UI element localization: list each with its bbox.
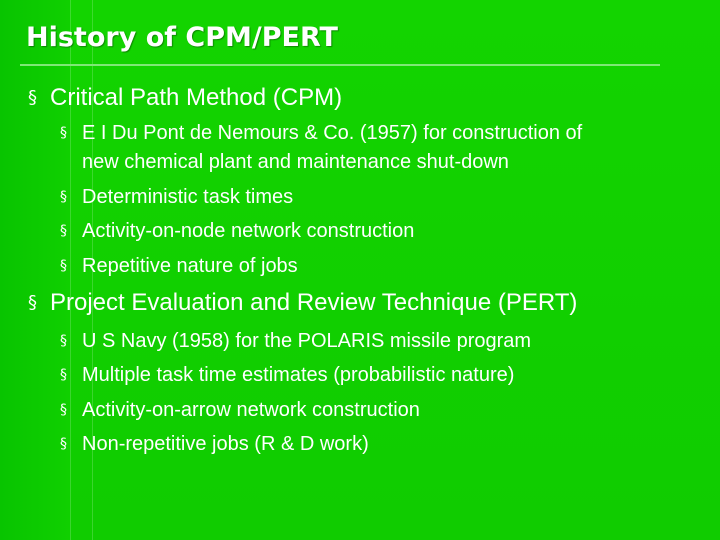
list-item-text: U S Navy (1958) for the POLARIS missile program xyxy=(82,330,532,352)
bullet-icon: § xyxy=(60,125,67,141)
list-item xyxy=(60,182,293,212)
list-item xyxy=(60,118,582,148)
title-underline xyxy=(20,64,660,66)
list-item xyxy=(60,360,514,390)
list-item-continuation: new chemical plant and maintenance shut-down xyxy=(82,151,509,173)
section-heading-pert xyxy=(28,289,577,317)
section-heading-text: Critical Path Method (CPM) xyxy=(50,84,343,111)
bullet-icon: § xyxy=(60,258,67,274)
bullet-icon: § xyxy=(28,292,37,313)
list-item-text: Non-repetitive jobs (R & D work) xyxy=(82,433,369,455)
list-item-text: Multiple task time estimates (probabilistic nature) xyxy=(82,364,515,386)
list-item-text: Repetitive nature of jobs xyxy=(82,255,298,277)
list-item xyxy=(60,216,414,246)
list-item-text: Activity-on-node network construction xyxy=(82,220,415,242)
list-item xyxy=(60,429,369,459)
list-item-text: Deterministic task times xyxy=(82,186,294,208)
list-item xyxy=(60,251,298,281)
bullet-icon: § xyxy=(60,189,67,205)
bullet-icon: § xyxy=(28,87,37,108)
list-item xyxy=(60,326,531,356)
bullet-icon: § xyxy=(60,436,67,452)
bullet-icon: § xyxy=(60,223,67,239)
list-item-text: E I Du Pont de Nemours & Co. (1957) for construction of xyxy=(82,122,583,144)
section-heading-cpm xyxy=(28,84,342,112)
bullet-icon: § xyxy=(60,367,67,383)
list-item-text: Activity-on-arrow network construction xyxy=(82,399,420,421)
list-item xyxy=(60,395,420,425)
slide-title: History of CPM/PERT xyxy=(26,22,338,53)
bullet-icon: § xyxy=(60,402,67,418)
bullet-icon: § xyxy=(60,333,67,349)
section-heading-text: Project Evaluation and Review Technique (PERT) xyxy=(50,289,578,316)
